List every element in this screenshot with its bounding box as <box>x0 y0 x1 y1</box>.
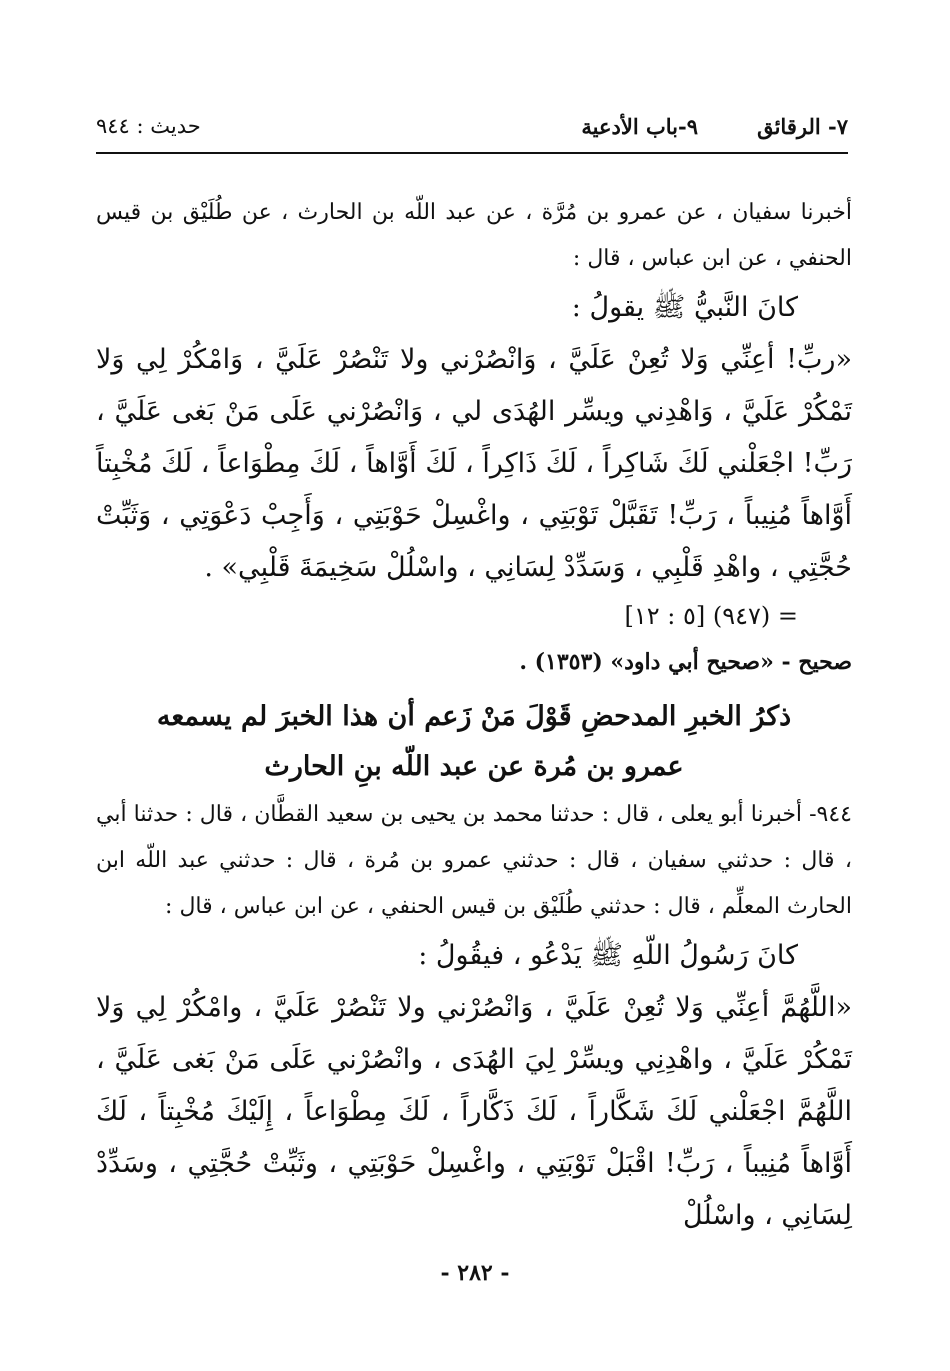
header-divider <box>96 152 848 154</box>
hadith-grade: صحيح - «صحيح أبي داود» (١٣٥٣) . <box>519 649 852 675</box>
hadith-intro: كانَ النَّبيُّ ﷺ يقولُ : <box>571 292 798 323</box>
body-text <box>96 190 852 1242</box>
hadith-intro-944: كانَ رَسُولُ اللّهِ ﷺ يَدْعُو ، فيقُولُ : <box>418 940 798 971</box>
section-heading-line-1: ذكرُ الخبرِ المدحضِ قَوْلَ مَنْ زَعم أن هذا الخبرَ لم يسمعه <box>156 701 792 732</box>
section-heading-line-2: عمرو بن مُرة عن عبد اللّه بنِ الحارث <box>264 751 684 782</box>
isnad-paragraph-944: ٩٤٤- أخبرنا أبو يعلى ، قال : حدثنا محمد بن يحيى بن سعيد القطَّان ، قال : حدثنا أبي ، قال : حدثني سفيان ، قال : حدثني عمرو بن مُرة ، قال : حدثني عبد اللّه ابن الحارث المعلِّم ، قال : حدثني طُلَيْق بن قيس الحنفي ، عن ابن عباس ، قال : <box>96 802 852 919</box>
hadith-dua-text-944: «اللَّهُمَّ أعِنِّي وَلا تُعِنْ عَلَيَّ ، وَانْصُرْني ولا تَنْصُرْ عَلَيَّ ، وامْكُرْ لِي وَلا تَمْكُرْ عَلَيَّ ، واهْدِنِي ويسِّرْ لِيَ الهُدَى ، وانْصُرْني عَلَى مَنْ بَغى عَلَيَّ ، اللَّهُمَّ اجْعَلْني لَكَ شَكَّاراً ، لَكَ ذَكَّاراً ، لَكَ مِطْوَاعاً ، إِلَيْكَ مُخْبِتاً ، لَكَ أَوَّاهاً مُنِيباً ، رَبِّ! اقْبَلْ تَوْبَتِي ، واغْسِلْ حَوْبَتِي ، وثَبِّتْ حُجَّتِي ، وسَدِّدْ لِسَانِي ، واسْلُلْ <box>96 992 852 1231</box>
page-number: - ٢٨٢ - <box>440 1260 510 1286</box>
isnad-paragraph: أخبرنا سفيان ، عن عمرو بن مُرَّة ، عن عبد اللّه بن الحارث ، عن طُلَيْق بن قيس الحنفي ، عن ابن عباس ، قال : <box>96 200 852 271</box>
cross-reference: = (٩٤٧) [٥ : ١٢] <box>624 602 798 630</box>
book-title: ٧- الرقائق <box>757 114 848 139</box>
section-heading <box>96 692 852 792</box>
chapter-title: ٩-باب الأدعية <box>581 114 698 139</box>
hadith-number-label: حديث : ٩٤٤ <box>96 114 201 138</box>
running-header <box>96 108 848 148</box>
hadith-dua-text: «ربِّ! أعِنِّي وَلا تُعِنْ عَلَيَّ ، وَانْصُرْني ولا تَنْصُرْ عَلَيَّ ، وَامْكُرْ لِي وَلا تَمْكُرْ عَلَيَّ ، وَاهْدِني ويسِّر الهُدَى لي ، وَانْصُرْني عَلَى مَنْ بَغى عَلَيَّ ، رَبِّ! اجْعَلْني لَكَ شَاكِراً ، لَكَ ذَاكِراً ، لَكَ أَوَّاهاً ، لَكَ مِطْوَاعاً ، لَكَ مُخْبِتاً أَوَّاهاً مُنِيباً ، رَبِّ! تَقَبَّلْ تَوْبَتِي ، واغْسِلْ حَوْبَتِي ، وَأَجِبْ دَعْوَتِي ، وَثَبِّتْ حُجَّتِي ، واهْدِ قَلْبِي ، وَسَدِّدْ لِسَانِي ، واسْلُلْ سَخِيمَةَ قَلْبِي» . <box>96 344 852 583</box>
